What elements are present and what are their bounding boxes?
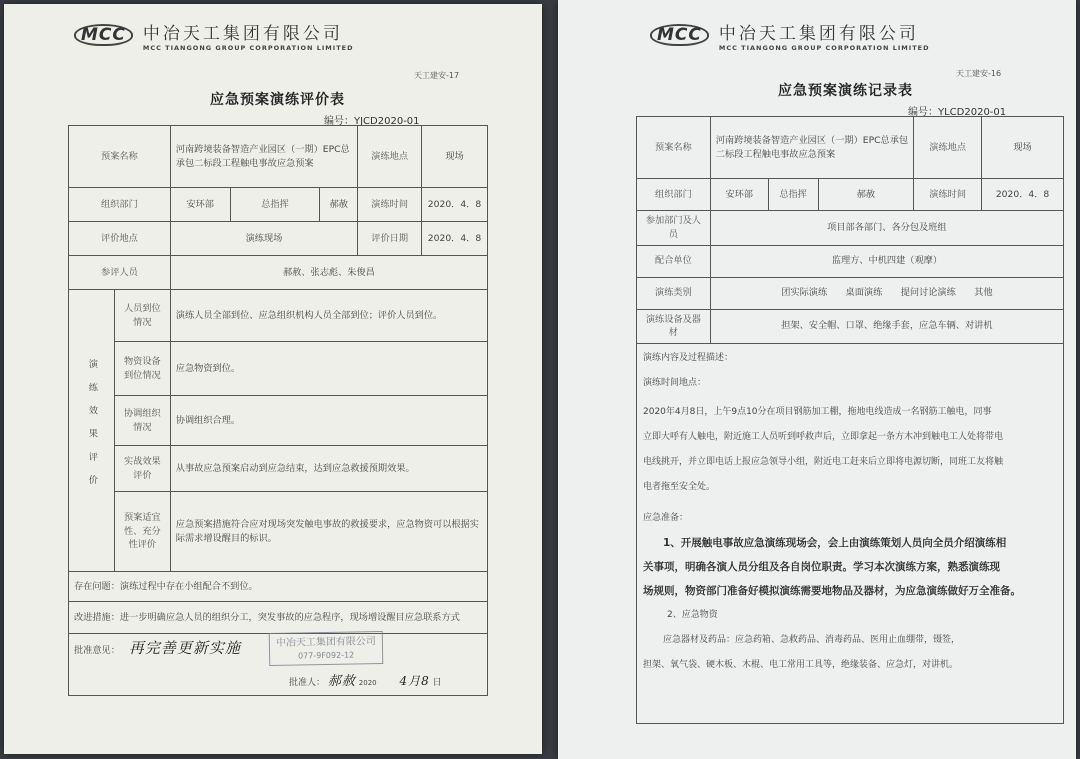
drill-time-value: 2020．4．8 (982, 179, 1064, 211)
eval-date-label: 评价日期 (358, 222, 422, 256)
item-text: 从事故应急预案启动到应急结束，达到应急救援预期效果。 (170, 446, 487, 492)
doc-code: 天工建安-17 (414, 71, 460, 80)
company-name-en: MCC TIANGONG GROUP CORPORATION LIMITED (718, 44, 930, 52)
commander-value: 郝赦 (818, 179, 914, 211)
form-title: 应急预案演练评价表 (210, 92, 345, 108)
item-text: 演练人员全部到位、应急组织机构人员全部到位；评价人员到位。 (170, 290, 487, 342)
day-label: 日 (432, 678, 442, 688)
mcc-logo: MCC (74, 24, 133, 46)
section-label: 演练效果评价 (69, 290, 115, 572)
prep-heading: 应急准备： (643, 513, 689, 524)
approval-label: 批准意见： (74, 645, 120, 656)
supplies-line: 应急器材及药品：应急药箱、急救药品、消毒药品、医用止血绷带，镊签， (663, 635, 961, 646)
org-dept-value: 安环部 (710, 179, 768, 211)
item-text: 应急预案措施符合应对现场突发触电事故的救援要求，应急物资可以根据实际需求增设醒目的标识。 (170, 492, 487, 572)
serial-number: 编号：YLCD2020-01 (908, 107, 1007, 118)
org-dept-label: 组织部门 (69, 188, 171, 222)
commander-value: 郝赦 (320, 188, 358, 222)
eval-place-value: 演练现场 (170, 222, 357, 256)
plan-name-label: 预案名称 (637, 117, 711, 179)
item-text: 协调组织合理。 (170, 396, 487, 446)
coop-value: 监理方、中机四建（观摩） (710, 245, 1063, 277)
form-title: 应急预案演练记录表 (778, 83, 913, 99)
drill-time-value: 2020．4．8 (422, 188, 488, 222)
time-place-heading: 演练时间地点： (643, 378, 707, 389)
drill-location-value: 现场 (422, 126, 488, 188)
issues-row: 存在问题：演练过程中存在小组配合不到位。 (69, 572, 488, 602)
narrative-line: 2020年4月8日，上午9点10分在项目钢筋加工棚，拖地电线造成一名钢筋工触电，同事 (643, 407, 992, 418)
prep-line: 场规则，物资部门准备好模拟演练需要地物品及器材，为应急演练做好万全准备。 (643, 585, 1021, 598)
drill-location-label: 演练地点 (914, 117, 982, 179)
company-stamp: 中冶天工集团有限公司 077-9F092-12 (269, 631, 384, 666)
drill-content-cell (637, 344, 1064, 724)
narrative-line: 立即大呼有人触电，附近施工人员听到呼救声后，立即拿起一条方木冲到触电工人处将带电 (643, 432, 1004, 443)
commander-label: 总指挥 (768, 179, 818, 211)
approval-row (69, 634, 488, 696)
record-form-page (558, 0, 1076, 759)
coop-label: 配合单位 (637, 245, 711, 277)
item-label: 物资设备到位情况 (114, 342, 170, 396)
item-label: 预案适宜性、充分性评价 (114, 492, 170, 572)
participants-label: 参加部门及人员 (637, 211, 711, 246)
company-name-en: MCC TIANGONG GROUP CORPORATION LIMITED (142, 44, 354, 52)
evaluation-form-page (4, 4, 542, 754)
drill-time-label: 演练时间 (914, 179, 982, 211)
record-table (636, 116, 1064, 724)
approve-year: 2020 (358, 679, 377, 687)
narrative-line: 电线挑开，并立即电话上报应急领导小组，附近电工赶来后立即将电源切断，同班工友将触 (643, 457, 1004, 468)
type-label: 演练类别 (637, 277, 711, 309)
supplies-heading: 2、应急物资 (667, 610, 718, 621)
drill-location-value: 现场 (982, 117, 1064, 179)
type-value: 团实际演练 桌面演练 提问讨论演练 其他 (710, 277, 1063, 309)
company-name-cn: 中冶天工集团有限公司 (142, 24, 343, 44)
company-name-cn: 中冶天工集团有限公司 (718, 24, 919, 44)
eval-date-value: 2020．4．8 (422, 222, 488, 256)
serial-number: 编号：YJCD2020-01 (324, 116, 420, 127)
doc-code: 天工建安-16 (956, 69, 1002, 78)
mcc-logo: MCC (650, 24, 709, 46)
commander-label: 总指挥 (230, 188, 320, 222)
drill-time-label: 演练时间 (358, 188, 422, 222)
prep-line: 1、开展触电事故应急演练现场会，会上由演练策划人员向全员介绍演练相 (663, 537, 1007, 550)
item-text: 应急物资到位。 (170, 342, 487, 396)
drill-location-label: 演练地点 (358, 126, 422, 188)
evaluation-table (68, 125, 488, 696)
org-dept-label: 组织部门 (637, 179, 711, 211)
plan-name-label: 预案名称 (69, 126, 171, 188)
plan-name-value: 河南跨境装备智造产业园区（一期）EPC总承包二标段工程触电事故应急预案 (170, 126, 357, 188)
approver-label: 批准人： (289, 678, 326, 688)
approval-handwriting: 再完善更新实施 (128, 639, 241, 657)
evaluators-label: 参评人员 (69, 256, 171, 290)
supplies-line: 担架、氧气袋、硬木板、木棍、电工常用工具等，绝缘装备、应急灯，对讲机。 (643, 660, 959, 671)
participants-value: 项目部各部门、各分包及班组 (710, 211, 1063, 246)
plan-name-value: 河南跨境装备智造产业园区（一期）EPC总承包二标段工程触电事故应急预案 (710, 117, 913, 179)
company-header (74, 24, 353, 52)
eval-place-label: 评价地点 (69, 222, 171, 256)
approver-signature: 郝赦 (327, 674, 356, 689)
item-label: 人员到位情况 (114, 290, 170, 342)
approver-line (289, 672, 442, 692)
improvements-row: 改进措施：进一步明确应急人员的组织分工，突发事故的应急程序，现场增设醒目应急联系方式 (69, 602, 488, 634)
content-heading: 演练内容及过程描述： (643, 353, 734, 364)
item-label: 实战效果评价 (114, 446, 170, 492)
equip-value: 担架、安全帽、口罩、绝缘手套，应急车辆、对讲机 (710, 309, 1063, 344)
org-dept-value: 安环部 (170, 188, 230, 222)
approve-date: 4月8 (399, 674, 430, 688)
drill-description (643, 346, 1057, 678)
item-label: 协调组织情况 (114, 396, 170, 446)
narrative-line: 电者拖至安全处。 (643, 482, 716, 493)
equip-label: 演练设备及器材 (637, 309, 711, 344)
prep-line: 关事项，明确各演人员分组及各自岗位职责。学习本次演练方案，熟悉演练现 (643, 561, 1000, 574)
company-header (650, 24, 929, 52)
evaluators-value: 郝赦、张志彪、朱俊昌 (170, 256, 487, 290)
